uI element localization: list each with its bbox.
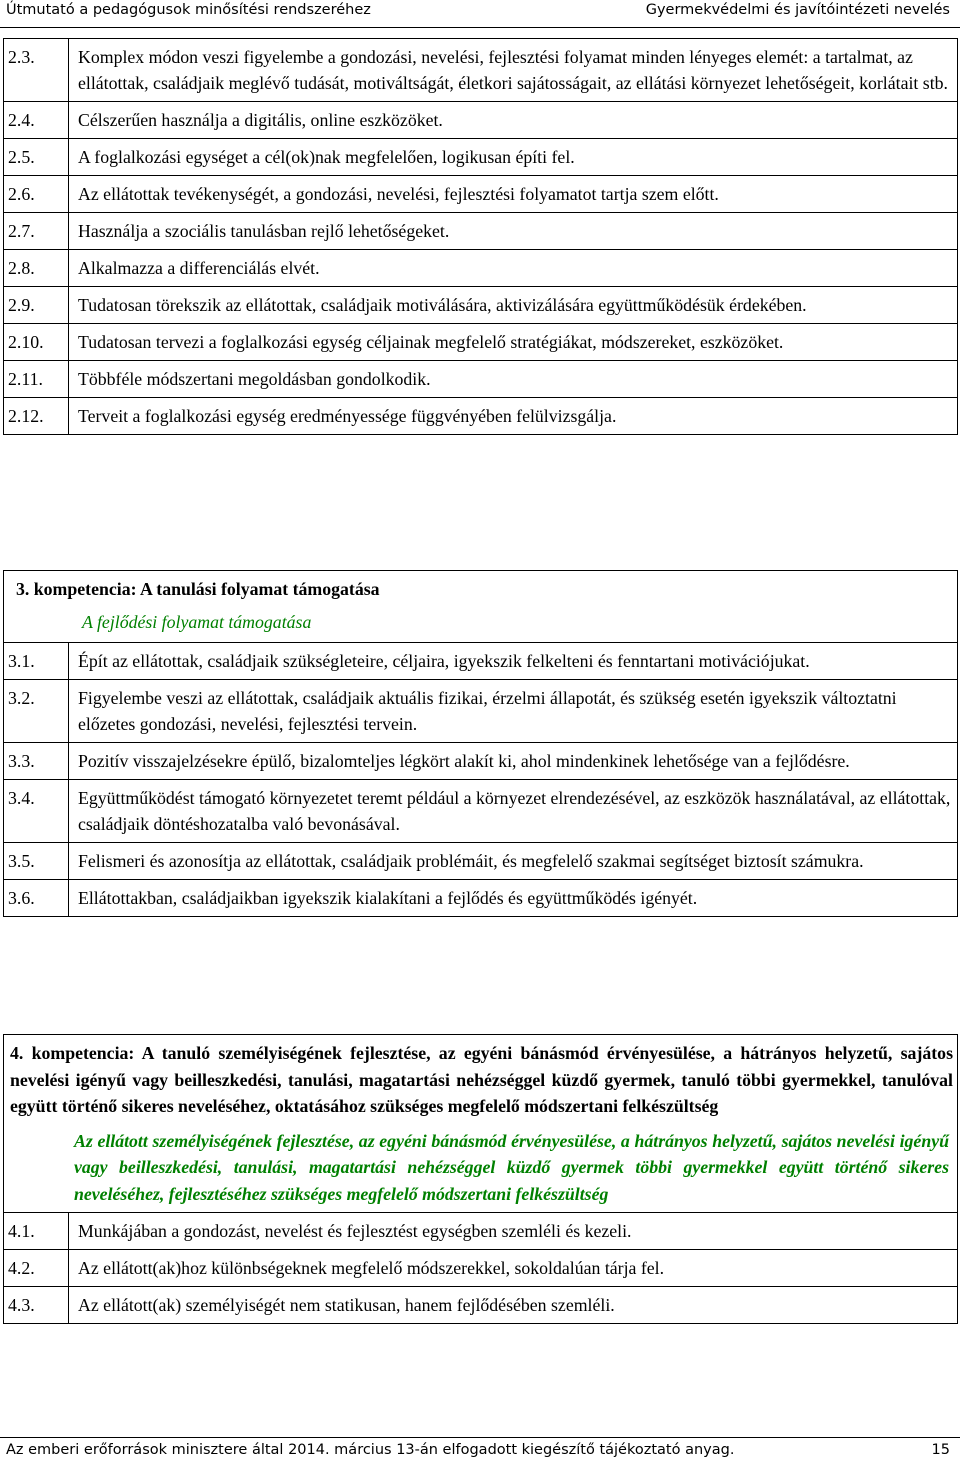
- item-number: 3.1.: [4, 643, 69, 680]
- table-row: [4, 680, 958, 743]
- item-number: 3.6.: [4, 880, 69, 917]
- table-row: [4, 843, 958, 880]
- item-number: 2.6.: [4, 176, 69, 213]
- page-number: 15: [931, 1442, 950, 1458]
- table-row: [4, 176, 958, 213]
- item-text: Ellátottakban, családjaikban igyekszik kialakítani a fejlődés és együttműködés igényét.: [69, 880, 958, 917]
- item-text: Tudatosan törekszik az ellátottak, családjaik motiválására, aktivizálására együttműködésük érdekében.: [69, 287, 958, 324]
- table-row: [4, 287, 958, 324]
- item-number: 4.3.: [4, 1287, 69, 1324]
- table-row: [4, 250, 958, 287]
- table-row: [4, 361, 958, 398]
- header-document-title: Útmutató a pedagógusok minősítési rendszeréhez: [6, 2, 371, 18]
- page-footer: [0, 1437, 960, 1464]
- item-text: Terveit a foglalkozási egység eredményessége függvényében felülvizsgálja.: [69, 398, 958, 435]
- item-text: Az ellátott(ak)hoz különbségeknek megfelelő módszerekkel, sokoldalúan tárja fel.: [69, 1250, 958, 1287]
- table-row: [4, 780, 958, 843]
- competency-3-heading: 3. kompetencia: A tanulási folyamat támogatása: [16, 579, 380, 599]
- item-number: 2.4.: [4, 102, 69, 139]
- competency-4-subheading: Az ellátott személyiségének fejlesztése, az egyéni bánásmód érvényesülése, a hátrányos helyzetű, sajátos nevelési igényű vagy beilleszkedési, tanulási, magatartási nehézséggel küzdő gyermek többi gyermekkel együtt történő sikeres neveléséhez, fejlesztéséhez szükséges megfelelő módszertani felkészültség: [74, 1130, 949, 1204]
- item-text: Tudatosan tervezi a foglalkozási egység céljainak megfelelő stratégiákat, módszereket, eszközöket.: [69, 324, 958, 361]
- item-number: 2.8.: [4, 250, 69, 287]
- table-row: [4, 139, 958, 176]
- table-row: [4, 643, 958, 680]
- item-number: 2.7.: [4, 213, 69, 250]
- item-number: 4.2.: [4, 1250, 69, 1287]
- item-number: 2.10.: [4, 324, 69, 361]
- item-text: Együttműködést támogató környezetet teremt például a környezet elrendezésével, az eszközök használatával, az ellátottak, családjaik döntéshozatalba való bevonásával.: [69, 780, 958, 843]
- item-number: 3.2.: [4, 680, 69, 743]
- item-text: Figyelembe veszi az ellátottak, családjaik aktuális fizikai, érzelmi állapotát, és szükség esetén igyekszik változtatni előzetes gondozási, nevelési, fejlesztési tervein.: [69, 680, 958, 743]
- table-row: [4, 324, 958, 361]
- item-number: 2.12.: [4, 398, 69, 435]
- item-number: 3.4.: [4, 780, 69, 843]
- footer-note: Az emberi erőforrások minisztere által 2014. március 13-án elfogadott kiegészítő tájékoztató anyag.: [6, 1442, 735, 1458]
- item-number: 2.5.: [4, 139, 69, 176]
- header-rule: [0, 27, 960, 28]
- header-section-title: Gyermekvédelmi és javítóintézeti nevelés: [645, 2, 950, 18]
- competency-3-subheading: A fejlődési folyamat támogatása: [82, 612, 312, 632]
- item-number: 3.5.: [4, 843, 69, 880]
- item-text: Többféle módszertani megoldásban gondolkodik.: [69, 361, 958, 398]
- table-row: [4, 1287, 958, 1324]
- table-row: [4, 743, 958, 780]
- item-text: Az ellátottak tevékenységét, a gondozási, nevelési, fejlesztési folyamatot tartja szem előtt.: [69, 176, 958, 213]
- table-row: [4, 102, 958, 139]
- table-row: [4, 398, 958, 435]
- item-number: 4.1.: [4, 1213, 69, 1250]
- section-3-table: [3, 570, 958, 917]
- item-text: A foglalkozási egységet a cél(ok)nak megfelelően, logikusan építi fel.: [69, 139, 958, 176]
- competency-heading-row: [4, 571, 958, 643]
- item-text: Munkájában a gondozást, nevelést és fejlesztést egységben szemléli és kezeli.: [69, 1213, 958, 1250]
- competency-heading-row: [4, 1035, 958, 1213]
- item-text: Az ellátott(ak) személyiségét nem statikusan, hanem fejlődésében szemléli.: [69, 1287, 958, 1324]
- item-text: Komplex módon veszi figyelembe a gondozási, nevelési, fejlesztési folyamat minden lényeges elemét: a tartalmat, az ellátottak, családjaik meglévő tudását, motiváltságát, életkori sajátosságait, az ellátási környezet lehetőségeit, korlátait stb.: [69, 39, 958, 102]
- item-text: Célszerűen használja a digitális, online eszközöket.: [69, 102, 958, 139]
- table-row: [4, 1213, 958, 1250]
- item-text: Alkalmazza a differenciálás elvét.: [69, 250, 958, 287]
- item-text: Felismeri és azonosítja az ellátottak, családjaik problémáit, és megfelelő szakmai segítséget biztosít számukra.: [69, 843, 958, 880]
- section-2-table: [3, 38, 958, 435]
- section-4-table: [3, 1034, 958, 1324]
- table-row: [4, 39, 958, 102]
- table-row: [4, 213, 958, 250]
- item-number: 2.3.: [4, 39, 69, 102]
- table-row: [4, 880, 958, 917]
- item-text: Épít az ellátottak, családjaik szükségleteire, céljaira, igyekszik felkelteni és fenntartani motivációjukat.: [69, 643, 958, 680]
- item-number: 2.9.: [4, 287, 69, 324]
- page-header: [0, 0, 960, 28]
- item-text: Használja a szociális tanulásban rejlő lehetőségeket.: [69, 213, 958, 250]
- competency-4-heading: 4. kompetencia: A tanuló személyiségének fejlesztése, az egyéni bánásmód érvényesülése, a hátrányos helyzetű, sajátos nevelési igényű vagy beilleszkedési, tanulási, magatartási nehézséggel küzdő gyermek, tanuló többi gyermekkel, tanulóval együtt történő sikeres neveléséhez, oktatásához szükséges megfelelő módszertani felkészültség: [10, 1043, 953, 1116]
- item-number: 2.11.: [4, 361, 69, 398]
- item-number: 3.3.: [4, 743, 69, 780]
- footer-rule: [0, 1437, 960, 1438]
- item-text: Pozitív visszajelzésekre épülő, bizalomteljes légkört alakít ki, ahol mindenkinek lehetősége van a fejlődésre.: [69, 743, 958, 780]
- table-row: [4, 1250, 958, 1287]
